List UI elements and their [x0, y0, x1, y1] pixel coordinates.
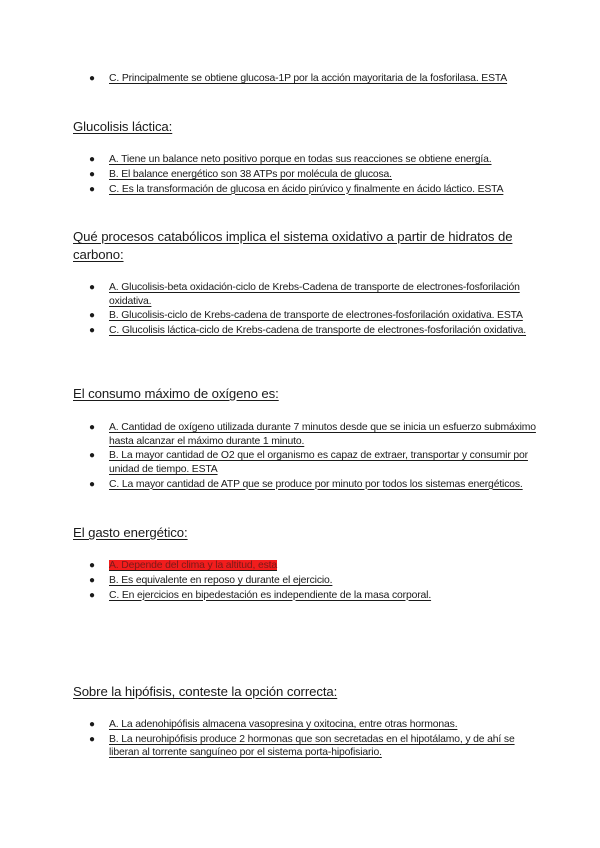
q3-option-c: ● C. La mayor cantidad de ATP que se produce por minuto por todos los sistemas energéticos. — [89, 478, 523, 490]
q0-options — [0, 72, 567, 87]
bullet-icon: ● — [89, 574, 95, 586]
bullet-icon: ● — [89, 422, 95, 433]
q2-options — [0, 281, 600, 339]
q4-title: El gasto energético: — [73, 525, 188, 540]
bullet-icon: ● — [89, 325, 95, 337]
q2-option-c: ● C. Glucolisis láctica-ciclo de Krebs-cadena de transporte de electrones-fosforilación oxidativa. — [89, 325, 527, 337]
q1-option-a: ● A. Tiene un balance neto positivo porque en todas sus reacciones se obtiene energía. — [89, 154, 492, 165]
bullet-icon: ● — [89, 73, 95, 84]
q2-option-a: ● A. Glucolisis-beta oxidación-ciclo de Krebs-Cadena de transporte de electrones-fosforilación oxidativa. — [89, 282, 520, 307]
q1-title: Glucolisis láctica: — [73, 119, 173, 134]
bullet-icon: ● — [89, 719, 95, 730]
q4-options — [0, 559, 491, 603]
q3-title: El consumo máximo de oxígeno es: — [73, 386, 279, 401]
q3-option-b: ● B. La mayor cantidad de O2 que el organismo es capaz de extraer, transportar y consumir por unidad de tiempo. ESTA — [89, 450, 528, 475]
q5-option-a: ● A. La adenohipófisis almacena vasopresina y oxitocina, entre otras hormonas. — [89, 719, 458, 730]
q5-options — [0, 718, 600, 761]
q3-option-a: ● A. Cantidad de oxígeno utilizada durante 7 minutos desde que se inicia un esfuerzo submáximo hasta alcanzar el máximo durante 1 minuto. — [89, 422, 536, 447]
q5-title: Sobre la hipófisis, conteste la opción correcta: — [73, 684, 338, 699]
bullet-icon: ● — [89, 282, 95, 293]
bullet-icon: ● — [89, 450, 95, 462]
q1-option-c: ● C. Es la transformación de glucosa en ácido pirúvico y finalmente en ácido láctico. ESTA — [89, 183, 504, 195]
bullet-icon: ● — [89, 154, 95, 165]
q4-option-a-highlighted: ● A. Depende del clima y la altitud, esta — [89, 560, 278, 571]
q5-option-b: ● B. La neurohipófisis produce 2 hormonas que son secretadas en el hipotálamo, y de ahí se liberan al torrente sanguíneo por el sistema porta-hipofisiario. — [89, 733, 515, 759]
bullet-icon: ● — [89, 560, 95, 571]
q4-option-c: ● C. En ejercicios en bipedestación es independiente de la masa corporal. — [89, 589, 432, 601]
q0-option-c: ● C. Principalmente se obtiene glucosa-1P por la acción mayoritaria de la fosforilasa. ESTA — [89, 73, 508, 84]
q2-option-b: ● B. Glucolisis-ciclo de Krebs-cadena de transporte de electrones-fosforilación oxidativa. ESTA — [89, 310, 523, 322]
bullet-icon: ● — [89, 589, 95, 601]
q2-title: Qué procesos catabólicos implica el sistema oxidativo a partir de hidratos de carbono: — [73, 229, 513, 262]
q4-option-b: ● B. Es equivalente en reposo y durante el ejercicio. — [89, 574, 333, 586]
bullet-icon: ● — [89, 478, 95, 490]
bullet-icon: ● — [89, 183, 95, 195]
q3-options — [0, 421, 600, 492]
bullet-icon: ● — [89, 310, 95, 322]
q1-option-b: ● B. El balance energético son 38 ATPs por molécula de glucosa. — [89, 168, 392, 180]
bullet-icon: ● — [89, 733, 95, 745]
bullet-icon: ● — [89, 168, 95, 180]
q1-options — [0, 153, 563, 197]
